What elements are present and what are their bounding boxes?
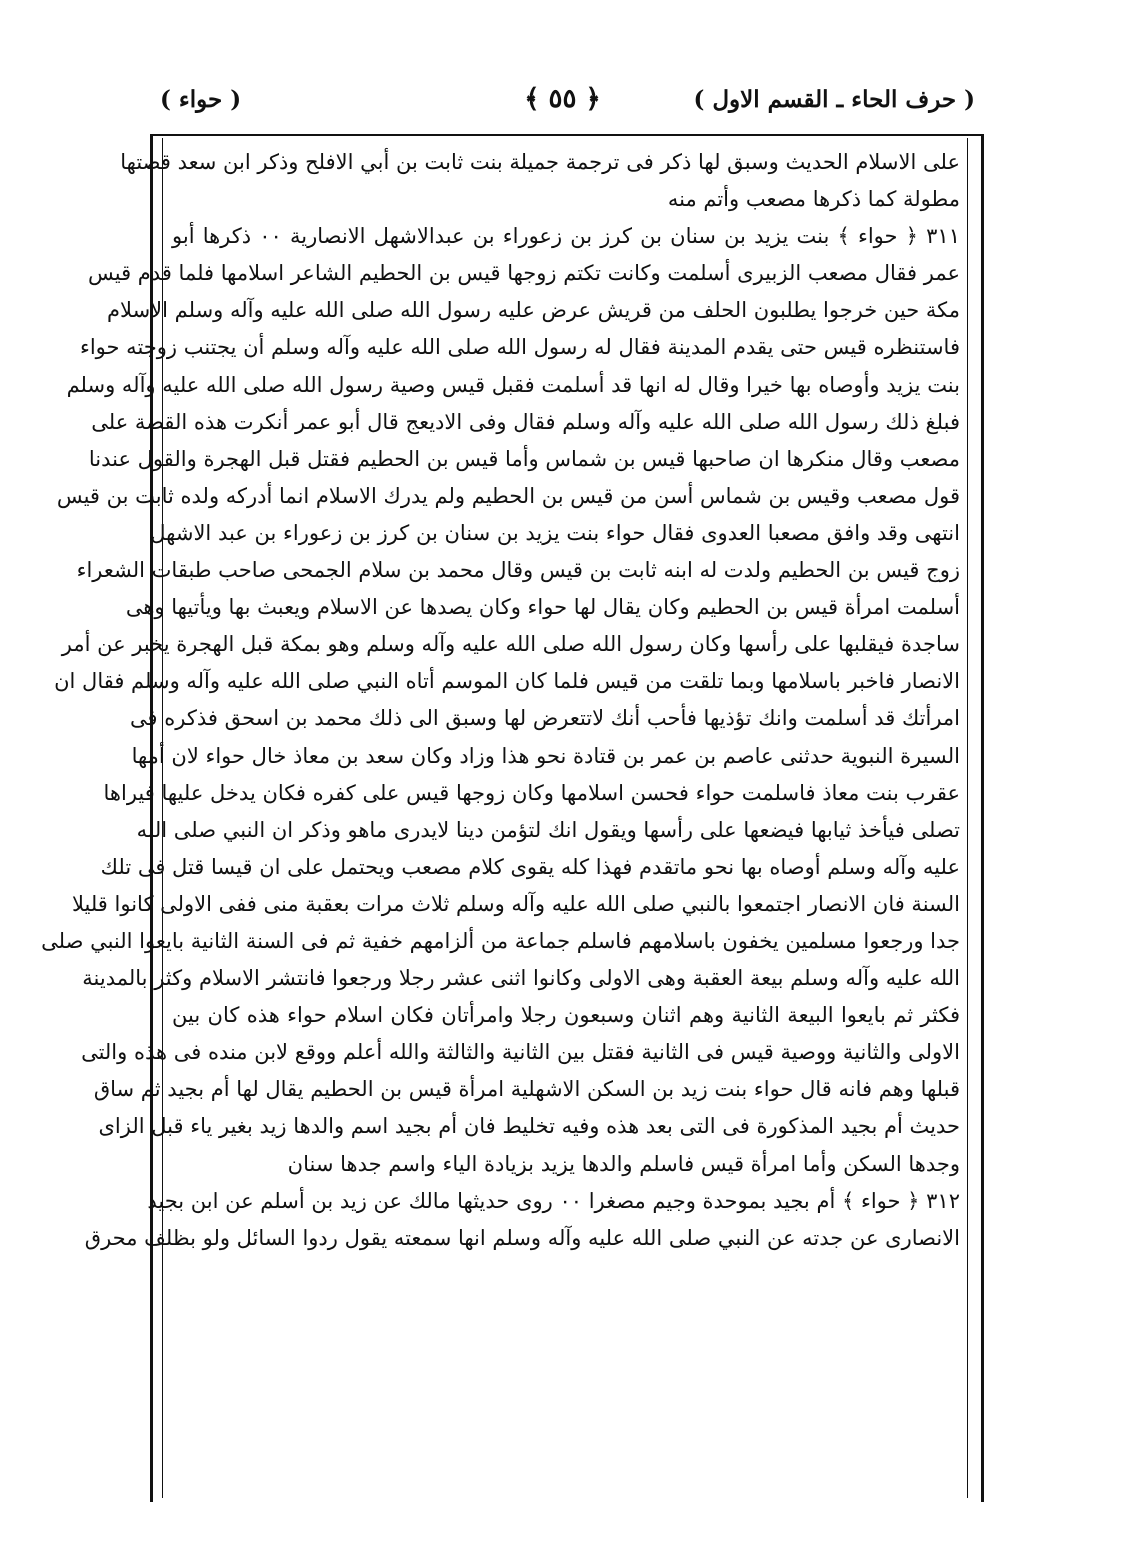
text-line: قبلها وهم فانه قال حواء بنت زيد بن السكن الاشهلية امرأة قيس بن الحطيم يقال لها أم بجيد ثم ساق [93,1077,960,1102]
text-line: فكثر ثم بايعوا البيعة الثانية وهم اثنان وسبعون رجلا وامرأتان فكان اسلام حواء هذه كان بين [172,1003,960,1028]
page-border-inner-right [967,138,968,1498]
text-line: الانصار فاخبر باسلامها وبما تلقت من قيس فلما كان الموسم أتاه النبي صلى الله عليه وآله وسلم فقال ان [54,669,960,694]
text-line: انتهى وقد وافق مصعبا العدوى فقال حواء بنت يزيد بن سنان بن كرز بن زعوراء بن عبد الاشهل [150,520,960,545]
text-line: جدا ورجعوا مسلمين يخفون باسلامهم فاسلم جماعة من ألزامهم خفية ثم فى السنة الثانية بايعوا النبي صلى [41,928,960,953]
text-line: عقرب بنت معاذ فاسلمت حواء فحسن اسلامها وكان زوجها قيس على كفره فكان يدخل عليها فيراها [103,780,960,805]
text-line: عليه وآله وسلم أوصاه بها نحو ماتقدم فهذا كله يقوى كلام مصعب ويحتمل على ان قيسا قتل فى تلك [100,854,960,879]
text-line: الاولى والثانية ووصية قيس فى الثانية فقتل بين الثانية والثالثة والله أعلم ووقع لابن منده فى هذه والتى [81,1040,960,1065]
text-line: ٣١٢ ﴿ حواء ﴾ أم بجيد بموحدة وجيم مصغرا ٠٠ روى حديثها مالك عن زيد بن أسلم عن ابن بجيد [147,1188,960,1213]
text-line: الله عليه وآله وسلم بيعة العقبة وهى الاولى وكانوا اثنى عشر رجلا ورجعوا فانتشر الاسلام وكثر بالمدينة [82,966,960,991]
text-line: مصعب وقال منكرها ان صاحبها قيس بن شماس وأما قيس بن الحطيم فقتل قبل الهجرة والقول عندنا [88,446,960,471]
page-header [150,86,975,126]
text-line: وجدها السكن وأما امرأة قيس فاسلم والدها يزيد بزيادة الياء واسم جدها سنان [287,1151,960,1176]
text-line: الانصارى عن جدته عن النبي صلى الله عليه وآله وسلم انها سمعته يقول ردوا السائل ولو بظلف محرق [84,1225,960,1250]
text-line: السنة فان الانصار اجتمعوا بالنبي صلى الله عليه وآله وسلم ثلاث مرات بعقبة منى ففى الاولى كانوا قليلا [71,891,960,916]
text-line: زوج قيس بن الحطيم ولدت له ابنه ثابت بن قيس وقال محمد بن سلام الجمحى صاحب طبقات الشعراء [76,558,960,583]
text-line: فبلغ ذلك رسول الله صلى الله عليه وآله وسلم فقال وفى الاديعج قال أبو عمر أنكرت هذه القصة على [91,409,960,434]
text-line: بنت يزيد وأوصاه بها خيرا وقال له انها قد أسلمت فقبل قيس وصية رسول الله صلى الله عليه وآله وسلم [66,372,960,397]
text-line: ٣١١ ﴿ حواء ﴾ بنت يزيد بن سنان بن كرز بن زعوراء بن عبدالاشهل الانصارية ٠٠ ذكرها أبو [172,224,960,249]
text-line: تصلى فيأخذ ثيابها فيضعها على رأسها ويقول انك لتؤمن دينا لايدرى ماهو وذكر ان النبي صلى الله [136,817,960,842]
text-line: قول مصعب وقيس بن شماس أسن من قيس بن الحطيم ولم يدرك الاسلام انما أدركه ولده ثابت بن قيس [56,483,960,508]
text-line: مكة حين خرجوا يطلبون الحلف من قريش عرض عليه رسول الله صلى الله عليه وآله وسلم الاسلام [107,298,960,323]
header-section-title: ( حرف الحاء ـ القسم الاول ) [693,86,975,113]
text-line: السيرة النبوية حدثنى عاصم بن عمر بن قتادة نحو هذا وزاد وكان سعد بن معاذ خال حواء لان أمها [131,743,960,768]
header-entry-name: ( حواء ) [160,86,242,113]
text-line: ساجدة فيقلبها على رأسها وكان رسول الله صلى الله عليه وآله وسلم وهو بمكة قبل الهجرة يخبر عن أمر [61,632,960,657]
text-line: عمر فقال مصعب الزبيرى أسلمت وكانت تكتم زوجها قيس بن الحطيم الشاعر اسلامها فلما قدم قيس [87,261,960,286]
page-number: ﴿ ٥٥ ﴾ [524,84,601,114]
text-line: امرأتك قد أسلمت وانك تؤذيها فأحب أنك لاتتعرض لها وسبق الى ذلك محمد بن اسحق فذكره فى [130,706,960,731]
text-line: على الاسلام الحديث وسبق لها ذكر فى ترجمة جميلة بنت ثابت بن أبي الافلح وذكر ابن سعد قصتها [120,150,960,174]
text-line: مطولة كما ذكرها مصعب وأتم منه [667,187,960,212]
text-line: فاستنظره قيس حتى يقدم المدينة فقال له رسول الله صلى الله عليه وآله وسلم أن يجتنب زوجته حواء [79,335,960,360]
text-line: حديث أم بجيد المذكورة فى التى بعد هذه وفيه تخليط فان أم بجيد اسم والدها زيد بغير ياء قبل الزاى [98,1114,960,1139]
text-line: أسلمت امرأة قيس بن الحطيم وكان يقال لها حواء وكان يصدها عن الاسلام ويعبث بها ويأتيها وهى [125,595,960,620]
body-text [41,144,960,1257]
